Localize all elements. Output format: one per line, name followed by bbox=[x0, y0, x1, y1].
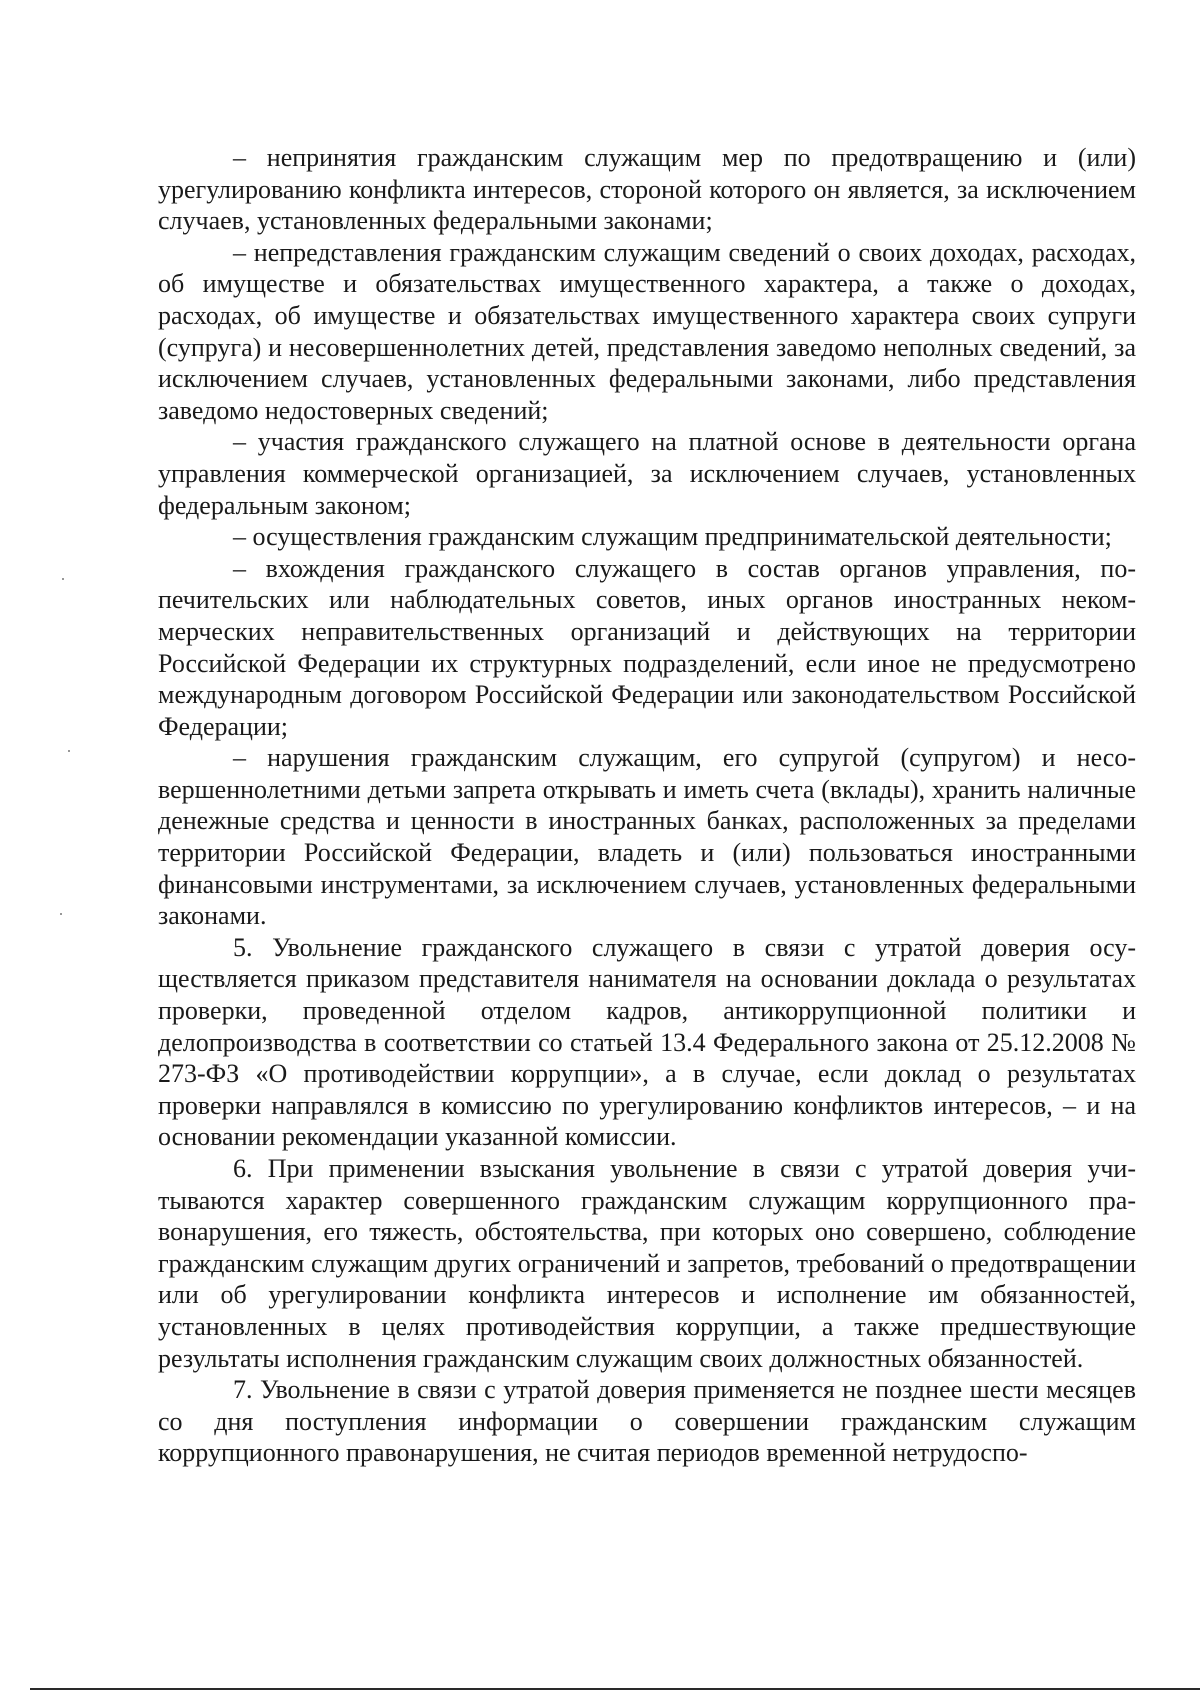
paragraph-item-6: 6. При применении взыскания увольнение в связи с утратой доверия учитываются характер совершенного гражданским служащим коррупционного правонарушения, его тяжесть, обстоятельства, при которых оно совершено, соблюдение гражданским служащим других ограничений и запретов, требований о предотвращении или об урегулировании конфликта интересов и исполнение им обязанностей, установленных в целях противодействия коррупции, а также предшествующие результаты исполнения гражданским служащим своих должностных обязанностей. bbox=[158, 1154, 1136, 1373]
scan-edge-line bbox=[30, 1688, 1200, 1690]
document-body bbox=[158, 142, 1136, 1469]
scan-speck bbox=[60, 913, 62, 915]
paragraph-entrepreneurship: – осуществления гражданским служащим предпринимательской деятельности; bbox=[233, 522, 1112, 552]
paragraph-conflict-of-interest: – непринятия гражданским служащим мер по предотвращению и (или) урегулированию конфликта интересов, стороной которого он является, за исключением случаев, установленных федеральными законами; bbox=[158, 143, 1136, 236]
paragraph-foreign-organizations: – вхождения гражданского служащего в состав органов управления, попечительских или наблюдательных советов, иных органов иностранных некоммерческих неправительственных организаций и действующих на территории Российской Федерации их структурных подразделений, если иное не предусмотрено международным договором Российской Федерации или законодательством Российской Федерации; bbox=[158, 553, 1136, 741]
scan-speck bbox=[68, 750, 70, 752]
paragraph-paid-participation: – участия гражданского служащего на платной основе в деятельности органа управления коммерческой организацией, за исключением случаев, установленных федеральным законом; bbox=[158, 427, 1136, 520]
paragraph-item-5: 5. Увольнение гражданского служащего в связи с утратой доверия осуществляется приказом представителя нанимателя на основании доклада о результатах проверки, проведенной отделом кадров, антикоррупционной политики и делопроизводства в соответствии со статьей 13.4 Федерального закона от 25.12.2008 № 273-ФЗ «О противодействии коррупции», а в случае, если доклад о результатах проверки направлялся в комиссию по урегулированию конфликтов интересов, – и на основании рекомендации указанной комиссии. bbox=[158, 932, 1136, 1152]
paragraph-item-7: 7. Увольнение в связи с утратой доверия применяется не позднее шести месяцев со дня поступления информации о совершении гражданским служащим коррупционного правонарушения, не считая периодов временной нетрудоспо- bbox=[158, 1375, 1136, 1468]
paragraph-income-declaration: – непредставления гражданским служащим сведений о своих доходах, расходах, об имуществе и обязательствах имущественного характера, а также о доходах, расходах, об имуществе и обязательствах имущественного характера своих супруги (супруга) и несовершеннолетних детей, представления заведомо неполных сведений, за исключением случаев, установленных федеральными законами, либо представления заведомо недостоверных сведений; bbox=[158, 237, 1136, 425]
paragraph-foreign-accounts: – нарушения гражданским служащим, его супругой (супругом) и несовершеннолетними детьми запрета открывать и иметь счета (вклады), хранить наличные денежные средства и ценности в иностранных банках, расположенных за пределами территории Российской Федерации, владеть и (или) пользоваться иностранными финансовыми инструментами, за исключением случаев, установленных федеральными законами. bbox=[158, 743, 1136, 931]
scan-speck bbox=[62, 578, 64, 580]
